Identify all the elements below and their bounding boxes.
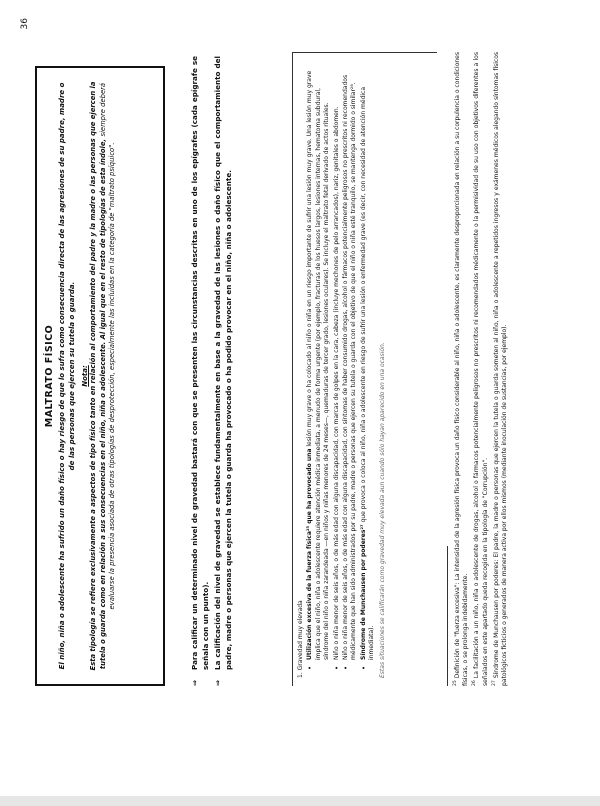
criteria-list: [306, 59, 376, 678]
page-number: 36: [20, 18, 30, 30]
footnote-divider: [447, 546, 448, 686]
instruction-2: [213, 56, 234, 686]
box-lead: El niño, niña o adolescente ha sufrido un daño físico o hay riesgo de que lo sufra como consecuencia directa de las agresiones de su padre, madre o de las personas que ejercen su tutela o guarda.: [58, 82, 76, 670]
list-item: • Síndrome de Munchausen por poderes²⁷ que provoca o coloca al niño, niña o adolescente en riesgo de sufrir una lesión o enfermedad grave (es decir, con necesidad de atención médica inmediata).: [360, 59, 377, 660]
level-title: 1. Gravedad muy elevada: [297, 600, 304, 678]
list-item: • Niño o niña menor de seis años, o de más edad con alguna discapacidad, con marcas de golpes en la cara, cabeza (incluye mechones de pelo arrancados), nariz, genitales o abdomen.: [333, 59, 341, 660]
instruction-1-text: Para calificar un determinado nivel de gravedad bastará con que se presenten las circunstancias descritas en uno de los epígrafes (cada epígrafe se señala con un punto).: [190, 56, 210, 670]
list-item: • Utilización excesiva de la fuerza física²⁵ que ha provocado una lesión muy grave o ha colocado al niño o niña en un riesgo importante de sufrir una lesión muy grave. Una lesión muy grave implica que el niño, niña o adolescente requiere atención médica inmediata, a menudo de forma urgente (por ejemplo, fracturas de los huesos largos, lesiones internas, hematoma subdural, síndrome del niño o niña zarandeada —en niños y niñas menores de 24 meses—, quemaduras de tercer grado, lesiones oculares). Se incluye el maltrato fetal derivado de actos rituales.: [306, 59, 331, 660]
footnote: $^{25}$ Definición de "fuerza excesiva": La intensidad de la agresión física provoca un daño físico considerable al niño, niña o adolescente, es claramente desproporcionada en relación a su corpulencia o condiciones físicas, o se prolonga indebidamente.: [453, 52, 470, 686]
note-main: Esta tipología se refiere exclusivamente a aspectos de tipo físico tanto en relación al comportamiento del padre y la madre o las personas que ejercen la tutela o guarda como en relación a sus consecuencias en el niño, niña o adolescente. Al igual que en el resto de tipologías de esta índole,: [89, 81, 107, 671]
level-footer-note: Estas situaciones se calificarán como gravedad muy elevada aun cuando sólo hayan aparecido en una ocasión.: [378, 342, 386, 678]
instruction-2-text: La calificación del nivel de gravedad se establece fundamentalmente en base a la gravedad de las lesiones o daño físico que el comportamiento del padre, madre o personas que ejercen la tutela o guarda ha provocado o ha podido provocar en el niño, niña o adolescente.: [213, 56, 233, 670]
viewer-bottom-strip: [0, 796, 600, 806]
arrow-icon: ⇒: [190, 679, 199, 686]
note-heading: Nota:: [81, 365, 89, 387]
instruction-1: [190, 56, 211, 686]
box-title: MALTRATO FÍSICO: [44, 324, 55, 428]
note-text: [89, 78, 118, 674]
instructions: [190, 56, 236, 686]
list-item: • Niño o niña menor de seis años, o de más edad con alguna discapacidad, con síntomas de haber consumido drogas, alcohol o fármacos potencialmente peligrosos no prescritos ni recomendados médicamente que han sido administrados por su padre, madre o personas que ejercen su tutela o guarda con el objetivo de que el niño o niña esté tranquilo, se mantenga dormido o similar²⁶.: [342, 59, 359, 660]
footnotes: [452, 52, 510, 686]
footnote: $^{26}$ La facilitación a un niño, niña o adolescente de drogas, alcohol o fármacos potencialmente peligrosos no prescritos ni recomendados médicamente o la permisividad de su uso con objetivos diferentes a los señalados en este apartado queda recogida en la tipología de "Corrupción".: [472, 52, 489, 686]
footnote: $^{27}$ Síndrome de Munchausen por poderes: El padre, la madre o personas que ejercen la tutela o guarda someten al niño, niña o adolescente a repetidos ingresos y exámenes médicos alegando síntomas físicos patológicos ficticios o generados de manera activa por ellos mismos (mediante inoculación de sustancias, por ejemplo).: [491, 52, 509, 686]
note-soft: siempre deberá evaluarse la presencia asociada de otras tipologías de desprotección, especialmente las incluidas en la categoría de "maltrato psíquico".: [98, 82, 117, 610]
severity-level-box: [292, 52, 437, 686]
maltrato-fisico-box: [35, 66, 165, 686]
arrow-icon: ⇒: [213, 679, 222, 686]
